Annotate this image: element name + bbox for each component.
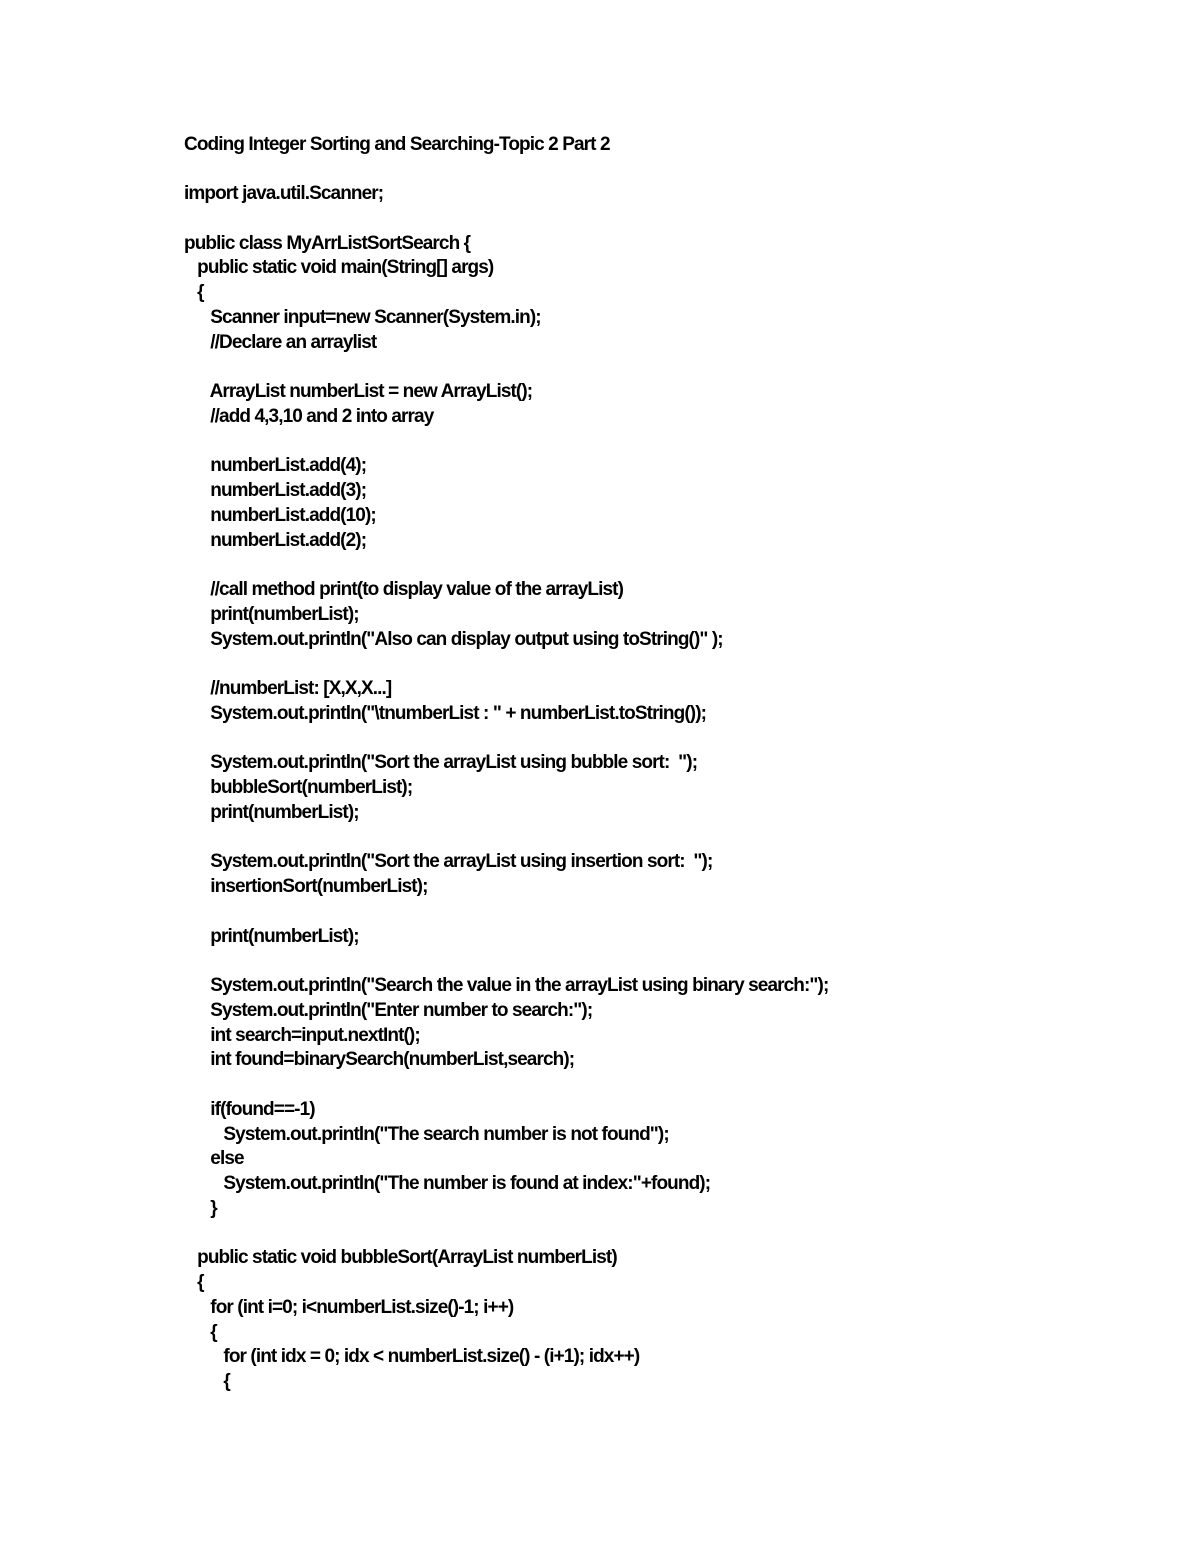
- code-line: numberList.add(2);: [184, 529, 367, 551]
- code-line: System.out.println("The search number is not found");: [184, 1123, 669, 1145]
- code-line: {: [184, 1321, 217, 1343]
- code-line: System.out.println("Search the value in the arrayList using binary search:");: [184, 975, 829, 996]
- code-line: System.out.println("Sort the arrayList using bubble sort: ");: [184, 752, 698, 774]
- code-line: print(numberList);: [184, 801, 359, 823]
- blank-line: [184, 553, 1164, 578]
- code-line: numberList.add(3);: [184, 480, 367, 501]
- code-line: System.out.println("Also can display output using toString()" );: [184, 628, 723, 650]
- code-line: if(found==-1): [184, 1098, 315, 1120]
- code-line: for (int idx = 0; idx < numberList.size() - (i+1); idx++): [184, 1346, 640, 1368]
- code-line: for (int i=0; i<numberList.size()-1; i++): [184, 1296, 514, 1318]
- blank-line: [184, 207, 1164, 232]
- code-line: numberList.add(4);: [184, 455, 367, 477]
- code-line: int found=binarySearch(numberList,search);: [184, 1049, 575, 1071]
- blank-line: [184, 652, 1164, 677]
- blank-line: [184, 900, 1164, 925]
- code-line: System.out.println("Sort the arrayList using insertion sort: ");: [184, 851, 713, 873]
- code-line: print(numberList);: [184, 925, 359, 947]
- code-line: System.out.println("Enter number to search:");: [184, 999, 593, 1021]
- code-line: public static void bubbleSort(ArrayList numberList): [184, 1247, 617, 1269]
- code-line: Scanner input=new Scanner(System.in);: [184, 306, 541, 328]
- code-line: System.out.println("\tnumberList : " + numberList.toString());: [184, 702, 707, 724]
- code-line: ArrayList numberList = new ArrayList();: [184, 381, 533, 402]
- code-line: import java.util.Scanner;: [184, 183, 384, 204]
- code-line: print(numberList);: [184, 603, 359, 625]
- blank-line: [184, 826, 1164, 851]
- code-line: {: [184, 282, 204, 303]
- code-line: numberList.add(10);: [184, 504, 376, 526]
- blank-line: [184, 430, 1164, 455]
- blank-line: [184, 949, 1164, 974]
- code-line: {: [184, 1272, 204, 1293]
- blank-line: [184, 1073, 1164, 1098]
- code-line: //call method print(to display value of the arrayList): [184, 579, 624, 600]
- code-line: }: [184, 1197, 217, 1219]
- code-line: //numberList: [X,X,X...]: [184, 678, 392, 699]
- code-line: {: [184, 1371, 230, 1392]
- code-line: bubbleSort(numberList);: [184, 777, 413, 798]
- code-line: public class MyArrListSortSearch {: [184, 232, 471, 254]
- code-line: int search=input.nextInt();: [184, 1024, 420, 1046]
- blank-line: [184, 355, 1164, 380]
- code-line: else: [184, 1148, 244, 1170]
- code-line: public static void main(String[] args): [184, 257, 494, 279]
- code-line: //Declare an arraylist: [184, 331, 377, 353]
- code-line: System.out.println("The number is found at index:"+found);: [184, 1173, 711, 1194]
- document-title: Coding Integer Sorting and Searching-Topic 2 Part 2: [184, 134, 610, 155]
- blank-line: [184, 727, 1164, 752]
- code-line: //add 4,3,10 and 2 into array: [184, 405, 434, 427]
- blank-line: [184, 1222, 1164, 1247]
- code-block: [184, 182, 1164, 1395]
- code-line: insertionSort(numberList);: [184, 876, 428, 897]
